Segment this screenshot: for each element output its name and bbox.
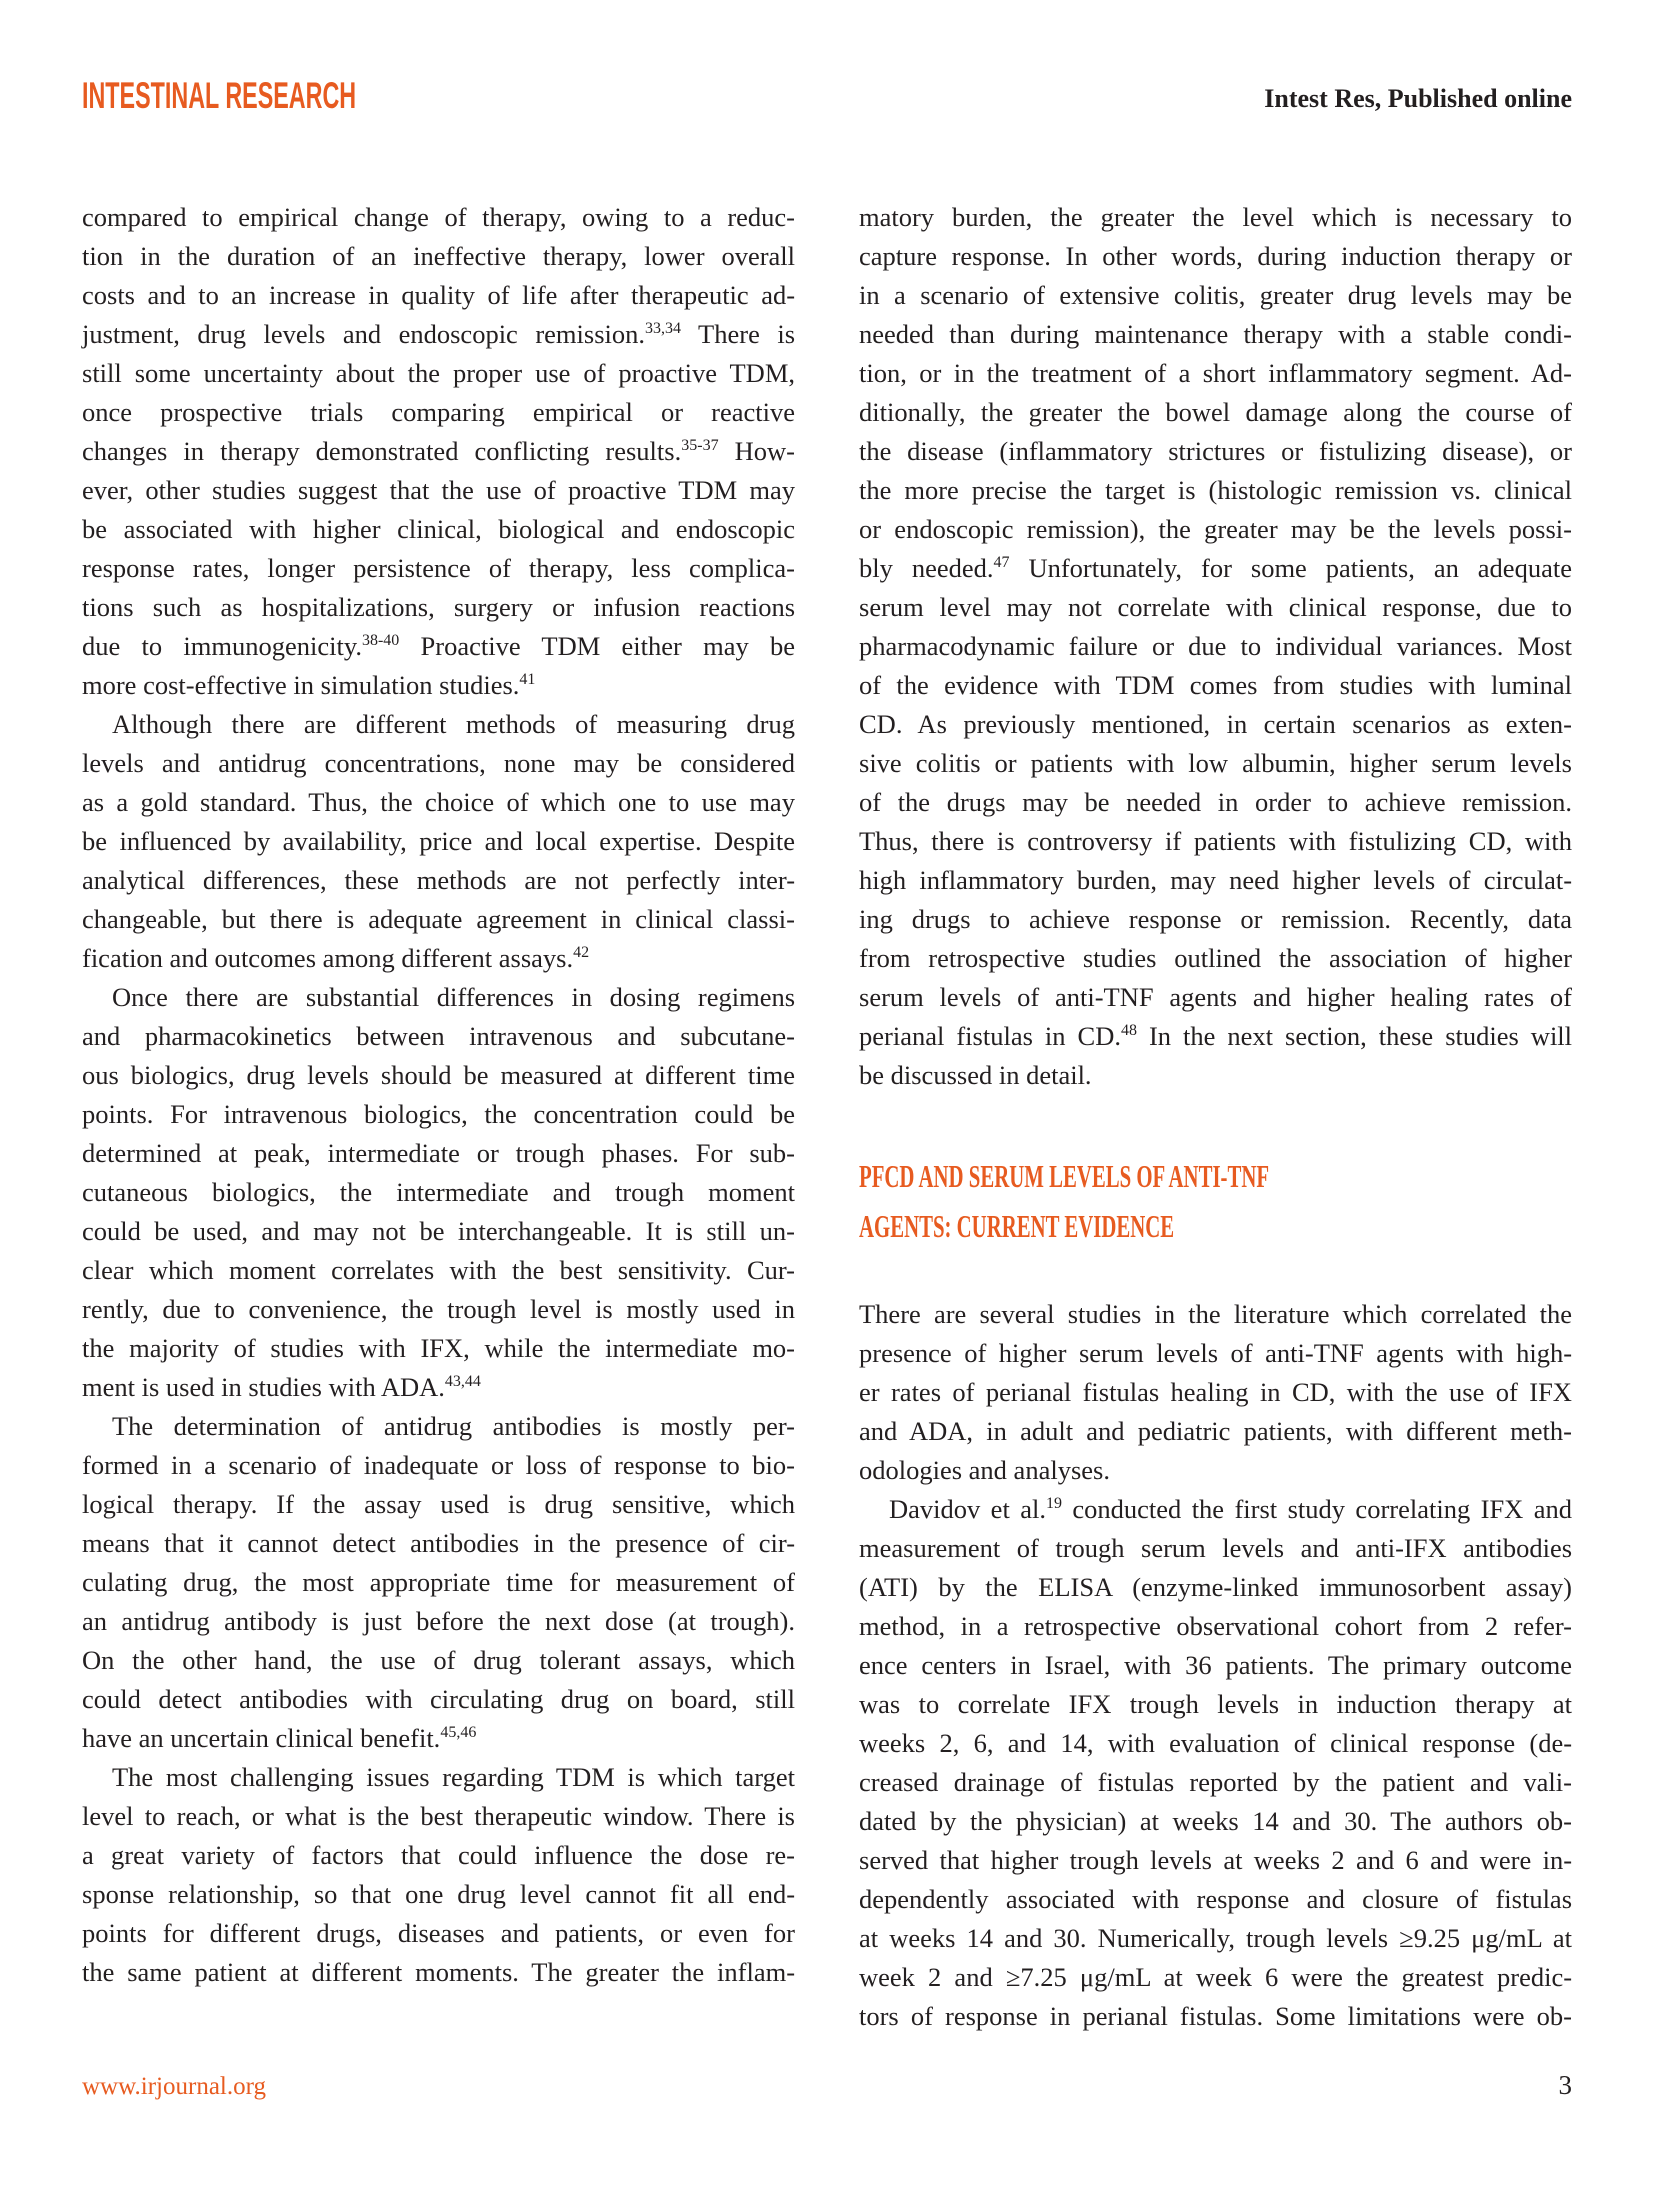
paragraph: [82, 1407, 795, 1758]
text-line: analytical differences, these methods are not perfectly inter-: [82, 865, 796, 895]
text-line: the same patient at different moments. The greater the inflam-: [82, 1957, 796, 1987]
text-line: the disease (inflammatory strictures or fistulizing disease), or: [859, 436, 1572, 466]
text-line: be influenced by availability, price and local expertise. Despite: [82, 826, 795, 856]
article-body: [82, 198, 1572, 2036]
text-line: CD. As previously mentioned, in certain scenarios as exten-: [859, 709, 1573, 739]
text-line: more cost-effective in simulation studies.$^{41}$: [82, 670, 536, 700]
paragraph: [859, 1490, 1572, 2036]
text-line: week 2 and ≥7.25 μg/mL at week 6 were the greatest predic-: [859, 1962, 1573, 1992]
heading-line: PFCD AND SERUM LEVELS OF ANTI-TNF: [859, 1158, 1270, 1194]
text-line: odologies and analyses.: [859, 1455, 1110, 1485]
page-number: 3: [1558, 2070, 1572, 2100]
reference-superscript: 47: [993, 554, 1010, 571]
text-line: rently, due to convenience, the trough level is mostly used in: [82, 1294, 795, 1324]
section-heading: [859, 1151, 1572, 1251]
text-line: the majority of studies with IFX, while the intermediate mo-: [82, 1333, 796, 1363]
text-line: means that it cannot detect antibodies in the presence of cir-: [82, 1528, 796, 1558]
running-head: Intest Res, Published online: [1264, 84, 1572, 114]
text-line: sponse relationship, so that one drug level cannot fit all end-: [82, 1879, 796, 1909]
text-line: be associated with higher clinical, biological and endoscopic: [82, 514, 796, 544]
reference-superscript: 48: [1120, 1022, 1137, 1039]
text-line: Once there are substantial differences in dosing regimens: [112, 982, 796, 1012]
text-line: compared to empirical change of therapy, owing to a reduc-: [82, 202, 796, 232]
text-line: and ADA, in adult and pediatric patients, with different meth-: [859, 1416, 1572, 1446]
reference-superscript: 42: [573, 944, 590, 961]
text-line: tors of response in perianal fistulas. Some limitations were ob-: [859, 2001, 1572, 2031]
text-line: at weeks 14 and 30. Numerically, trough levels ≥9.25 μg/mL at: [859, 1923, 1573, 1953]
text-line: sive colitis or patients with low albumin, higher serum levels: [859, 748, 1572, 778]
text-line: changeable, but there is adequate agreement in clinical classi-: [82, 904, 795, 934]
paragraph: [859, 1295, 1572, 1490]
text-line: The most challenging issues regarding TDM is which target: [112, 1762, 795, 1792]
text-line: On the other hand, the use of drug tolerant assays, which: [82, 1645, 795, 1675]
text-line: and pharmacokinetics between intravenous and subcutane-: [82, 1021, 796, 1051]
text-line: Although there are different methods of measuring drug: [112, 709, 795, 739]
text-line: cutaneous biologics, the intermediate and trough moment: [82, 1177, 796, 1207]
paragraph: [82, 1758, 795, 1992]
journal-url-link[interactable]: www.irjournal.org: [82, 2073, 266, 2100]
paragraph: [82, 705, 795, 978]
text-line: determined at peak, intermediate or trough phases. For sub-: [82, 1138, 795, 1168]
text-line: ing drugs to achieve response or remission. Recently, data: [859, 904, 1572, 934]
page-footer: [82, 2070, 1572, 2101]
reference-superscript: 41: [519, 671, 536, 688]
text-line: logical therapy. If the assay used is drug sensitive, which: [82, 1489, 795, 1519]
paragraph: [82, 978, 795, 1407]
text-line: dependently associated with response and closure of fistulas: [859, 1884, 1573, 1914]
text-line: method, in a retrospective observational cohort from 2 refer-: [859, 1611, 1572, 1641]
text-line: culating drug, the most appropriate time for measurement of: [82, 1567, 796, 1597]
text-line: er rates of perianal fistulas healing in CD, with the use of IFX: [859, 1377, 1572, 1407]
text-line: could be used, and may not be interchangeable. It is still un-: [82, 1216, 795, 1246]
text-line: a great variety of factors that could influence the dose re-: [82, 1840, 795, 1870]
text-line: ditionally, the greater the bowel damage along the course of: [859, 397, 1572, 427]
text-line: The determination of antidrug antibodies is mostly per-: [112, 1411, 795, 1441]
text-line: fication and outcomes among different assays.$^{42}$: [82, 943, 590, 973]
heading-line: AGENTS: CURRENT EVIDENCE: [859, 1208, 1175, 1244]
text-line: levels and antidrug concentrations, none may be considered: [82, 748, 795, 778]
text-line: perianal fistulas in CD.$^{48}$ In the next section, these studies will: [859, 1021, 1573, 1051]
text-line: needed than during maintenance therapy with a stable condi-: [859, 319, 1572, 349]
reference-superscript: 45,46: [440, 1724, 477, 1741]
text-line: costs and to an increase in quality of life after therapeutic ad-: [82, 280, 796, 310]
text-line: dated by the physician) at weeks 14 and 30. The authors ob-: [859, 1806, 1572, 1836]
text-line: points. For intravenous biologics, the concentration could be: [82, 1099, 795, 1129]
text-line: have an uncertain clinical benefit.$^{45,46}$: [82, 1723, 477, 1753]
text-line: ous biologics, drug levels should be measured at different time: [82, 1060, 795, 1090]
text-line: as a gold standard. Thus, the choice of which one to use may: [82, 787, 795, 817]
left-column: [82, 198, 795, 2036]
text-line: served that higher trough levels at weeks 2 and 6 and were in-: [859, 1845, 1573, 1875]
text-line: ever, other studies suggest that the use of proactive TDM may: [82, 475, 796, 505]
text-line: matory burden, the greater the level which is necessary to: [859, 202, 1572, 232]
text-line: creased drainage of fistulas reported by the patient and vali-: [859, 1767, 1572, 1797]
text-line: serum level may not correlate with clinical response, due to: [859, 592, 1572, 622]
text-line: capture response. In other words, during induction therapy or: [859, 241, 1572, 271]
text-line: bly needed.$^{47}$ Unfortunately, for some patients, an adequate: [859, 553, 1572, 583]
text-line: formed in a scenario of inadequate or loss of response to bio-: [82, 1450, 795, 1480]
text-line: could detect antibodies with circulating drug on board, still: [82, 1684, 796, 1714]
text-line: level to reach, or what is the best therapeutic window. There is: [82, 1801, 795, 1831]
text-line: measurement of trough serum levels and anti-IFX antibodies: [859, 1533, 1573, 1563]
page-header: [82, 70, 1572, 114]
text-line: high inflammatory burden, may need higher levels of circulat-: [859, 865, 1573, 895]
text-line: (ATI) by the ELISA (enzyme-linked immunosorbent assay): [859, 1572, 1572, 1602]
text-line: presence of higher serum levels of anti-TNF agents with high-: [859, 1338, 1573, 1368]
text-line: ence centers in Israel, with 36 patients. The primary outcome: [859, 1650, 1572, 1680]
text-line: or endoscopic remission), the greater may be the levels possi-: [859, 514, 1572, 544]
text-line: be discussed in detail.: [859, 1060, 1092, 1090]
text-line: of the drugs may be needed in order to achieve remission.: [859, 787, 1572, 817]
text-line: ment is used in studies with ADA.$^{43,44}$: [82, 1372, 481, 1402]
reference-superscript: 35-37: [681, 437, 719, 454]
text-line: Davidov et al.$^{19}$ conducted the first study correlating IFX and: [889, 1494, 1572, 1524]
text-line: due to immunogenicity.$^{38-40}$ Proactive TDM either may be: [82, 631, 795, 661]
text-line: changes in therapy demonstrated conflicting results.$^{35-37}$ How-: [82, 436, 795, 466]
text-line: weeks 2, 6, and 14, with evaluation of clinical response (de-: [859, 1728, 1573, 1758]
text-line: response rates, longer persistence of therapy, less complica-: [82, 553, 795, 583]
text-line: once prospective trials comparing empirical or reactive: [82, 397, 795, 427]
text-line: tions such as hospitalizations, surgery or infusion reactions: [82, 592, 796, 622]
text-line: justment, drug levels and endoscopic remission.$^{33,34}$ There is: [82, 319, 796, 349]
text-line: Thus, there is controversy if patients with fistulizing CD, with: [859, 826, 1572, 856]
paragraph: [859, 198, 1572, 1095]
reference-superscript: 19: [1045, 1495, 1062, 1512]
reference-superscript: 38-40: [361, 632, 400, 649]
text-line: still some uncertainty about the proper use of proactive TDM,: [82, 358, 796, 388]
text-line: from retrospective studies outlined the association of higher: [859, 943, 1573, 973]
text-line: serum levels of anti-TNF agents and higher healing rates of: [859, 982, 1573, 1012]
text-line: tion, or in the treatment of a short inflammatory segment. Ad-: [859, 358, 1572, 388]
right-column: [859, 198, 1572, 2036]
paragraph: [82, 198, 795, 705]
text-line: tion in the duration of an ineffective therapy, lower overall: [82, 241, 796, 271]
reference-superscript: 43,44: [444, 1373, 481, 1390]
text-line: pharmacodynamic failure or due to individual variances. Most: [859, 631, 1572, 661]
text-line: of the evidence with TDM comes from studies with luminal: [859, 670, 1572, 700]
text-line: clear which moment correlates with the best sensitivity. Cur-: [82, 1255, 795, 1285]
reference-superscript: 33,34: [645, 320, 682, 337]
journal-logo: INTESTINAL RESEARCH: [82, 75, 357, 116]
text-line: an antidrug antibody is just before the next dose (at trough).: [82, 1606, 796, 1636]
text-line: points for different drugs, diseases and patients, or even for: [82, 1918, 795, 1948]
text-line: the more precise the target is (histologic remission vs. clinical: [859, 475, 1573, 505]
text-line: in a scenario of extensive colitis, greater drug levels may be: [859, 280, 1573, 310]
text-line: There are several studies in the literature which correlated the: [859, 1299, 1573, 1329]
text-line: was to correlate IFX trough levels in induction therapy at: [859, 1689, 1572, 1719]
